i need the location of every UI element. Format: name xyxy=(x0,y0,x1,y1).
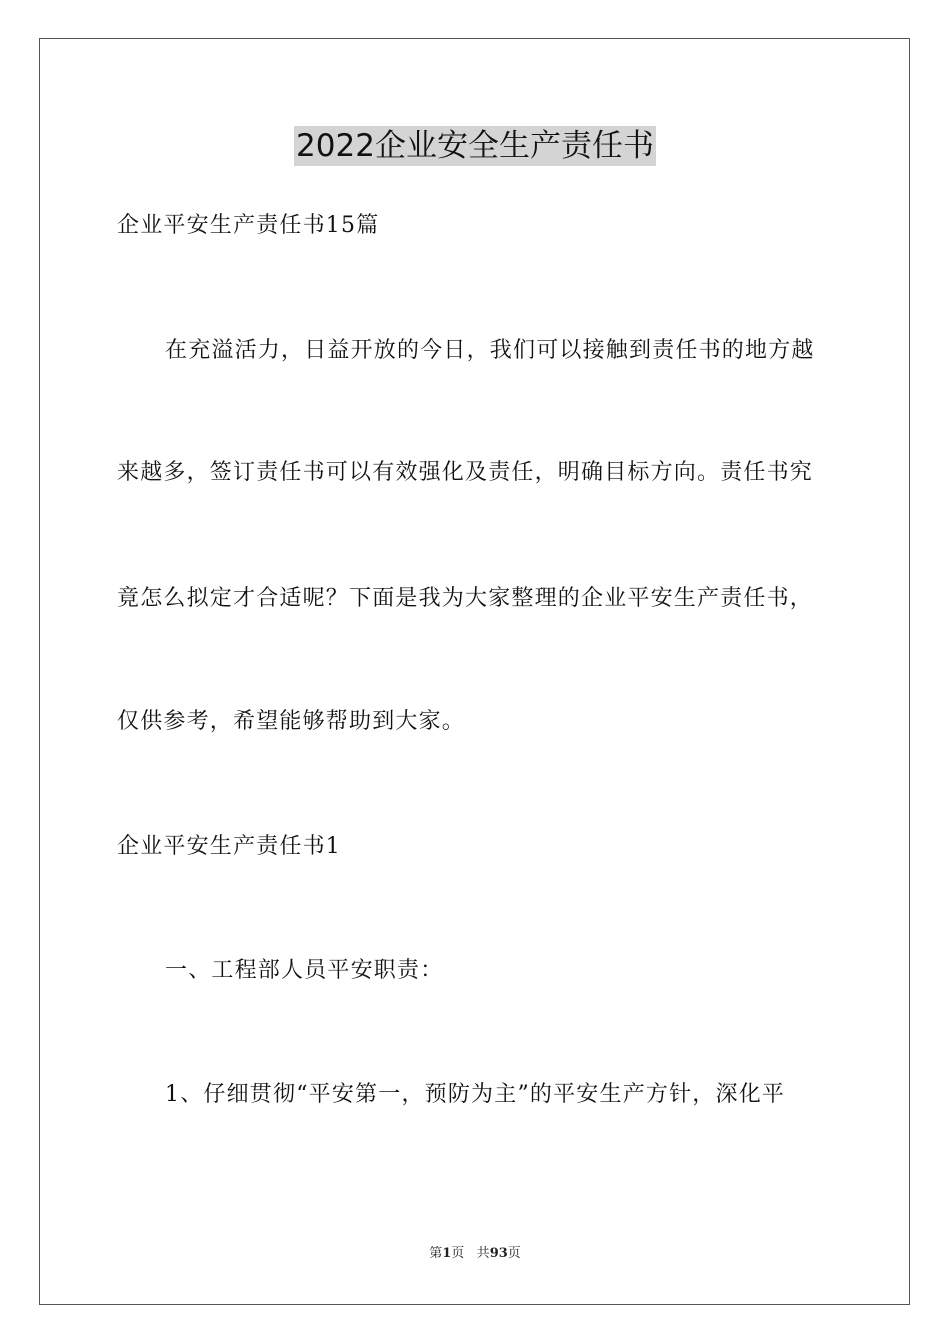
subtitle-line: 企业平安生产责任书15篇 xyxy=(117,213,380,238)
paragraph-line-3: 竟怎么拟定才合适呢？下面是我为大家整理的企业平安生产责任书， xyxy=(117,586,814,611)
subsection-heading: 一、工程部人员平安职责： xyxy=(165,958,444,983)
paragraph-line-2: 来越多，签订责任书可以有效强化及责任，明确目标方向。责任书究 xyxy=(117,460,814,485)
paragraph-line-4: 仅供参考，希望能够帮助到大家。 xyxy=(117,709,466,734)
total-page-count: 93 xyxy=(489,1246,508,1261)
total-prefix: 共 xyxy=(476,1246,490,1261)
page-footer xyxy=(0,1245,950,1263)
section-heading: 企业平安生产责任书1 xyxy=(117,834,341,859)
document-title: 2022企业安全生产责任书 xyxy=(296,128,654,164)
list-item-line: 1、仔细贯彻“平安第一，预防为主”的平安生产方针，深化平 xyxy=(165,1082,786,1107)
title-container xyxy=(0,126,950,166)
current-page-number: 1 xyxy=(442,1246,452,1261)
total-suffix: 页 xyxy=(507,1246,521,1261)
paragraph-line-1: 在充溢活力，日益开放的今日，我们可以接触到责任书的地方越 xyxy=(165,338,815,363)
page-prefix: 第 xyxy=(429,1246,443,1261)
page-suffix: 页 xyxy=(451,1246,465,1261)
